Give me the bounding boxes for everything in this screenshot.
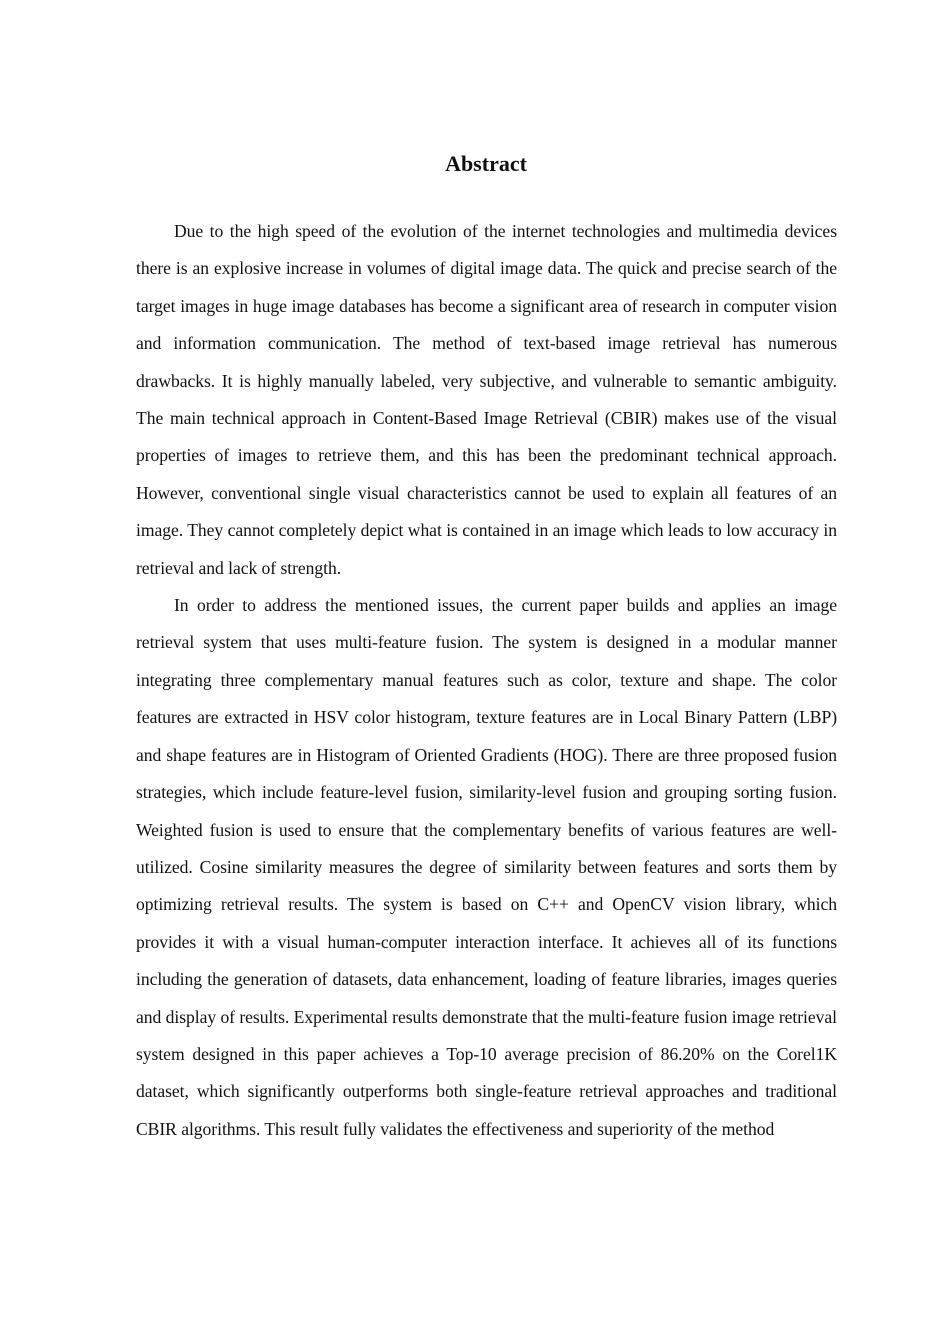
abstract-paragraph-1: Due to the high speed of the evolution of the internet technologies and multimedia devices there is an explosive increase in volumes of digital image data. The quick and precise search of the target images in huge image databases has become a significant area of research in computer vision and information communication. The method of text-based image retrieval has numerous drawbacks. It is highly manually labeled, very subjective, and vulnerable to semantic ambiguity. The main technical approach in Content-Based Image Retrieval (CBIR) makes use of the visual properties of images to retrieve them, and this has been the predominant technical approach. However, conventional single visual characteristics cannot be used to explain all features of an image. They cannot completely depict what is contained in an image which leads to low accuracy in retrieval and lack of strength. [136, 221, 837, 578]
abstract-paragraph-2: In order to address the mentioned issues, the current paper builds and applies an image retrieval system that uses multi-feature fusion. The system is designed in a modular manner integrating three complementary manual features such as color, texture and shape. The color features are extracted in HSV color histogram, texture features are in Local Binary Pattern (LBP) and shape features are in Histogram of Oriented Gradients (HOG). There are three proposed fusion strategies, which include feature-level fusion, similarity-level fusion and grouping sorting fusion. Weighted fusion is used to ensure that the complementary benefits of various features are well-utilized. Cosine similarity measures the degree of similarity between features and sorts them by optimizing retrieval results. The system is based on C++ and OpenCV vision library, which provides it with a visual human-computer interaction interface. It achieves all of its functions including the generation of datasets, data enhancement, loading of feature libraries, images queries and display of results. Experimental results demonstrate that the multi-feature fusion image retrieval system designed in this paper achieves a Top-10 average precision of 86.20% on the Corel1K dataset, which significantly outperforms both single-feature retrieval approaches and traditional CBIR algorithms. This result fully validates the effectiveness and superiority of the method [136, 595, 837, 1139]
abstract-heading: Abstract [445, 151, 527, 176]
abstract-body [136, 213, 837, 1148]
